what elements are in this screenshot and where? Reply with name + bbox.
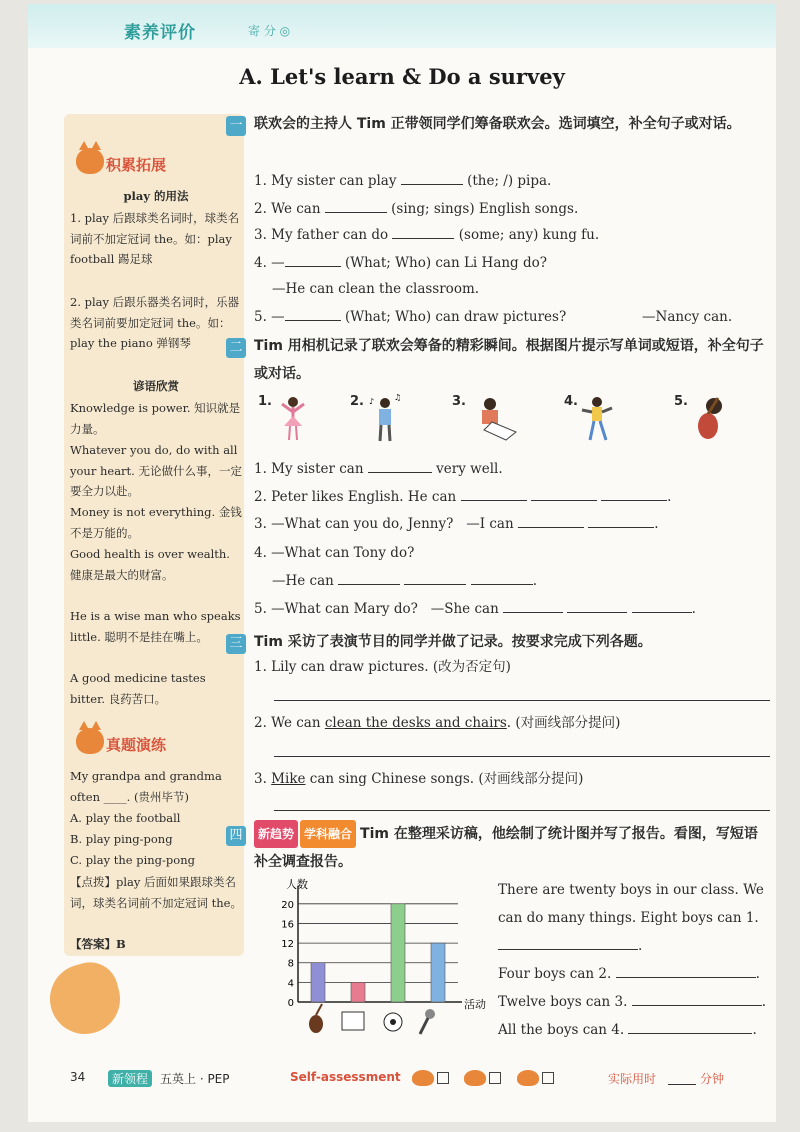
assessment-checkbox-2[interactable] xyxy=(489,1072,501,1084)
s2-q2-blank-3[interactable] xyxy=(601,486,667,501)
section-3-number: 三 xyxy=(226,634,246,654)
fox-face-icon xyxy=(412,1070,434,1086)
s2-question-5: 5. —What can Mary do? —She can . xyxy=(254,596,696,622)
page-number: 34 xyxy=(70,1070,86,1084)
figure-label-1: 1. xyxy=(258,394,272,409)
s1-q4-blank[interactable] xyxy=(285,252,341,267)
workbook-page xyxy=(28,4,776,1122)
section-4-instruction: 新趋势 学科融合 Tim 在整理采访稿，他绘制了统计图并写了报告。看图，写短语补全调查报告。 xyxy=(254,820,770,876)
proverb-4: Good health is over wealth. 健康是最大的财富。 xyxy=(70,547,230,582)
chart-y-tick-label: 12 xyxy=(281,939,294,951)
svg-text:♪: ♪ xyxy=(369,397,375,406)
figure-label-4: 4. xyxy=(564,394,578,409)
survey-report-line-3: Twelve boys can 3. . xyxy=(498,988,768,1016)
s2-question-4-reply: —He can . xyxy=(272,568,537,594)
s3-question-2: 2. We can clean the desks and chairs. (对画线部分提问) xyxy=(254,715,621,731)
s2-q4-blank-1[interactable] xyxy=(338,570,400,585)
section-1-instruction: 联欢会的主持人 Tim 正带领同学们筹备联欢会。选词填空，补全句子或对话。 xyxy=(254,116,741,132)
chart-y-label: 人数 xyxy=(286,878,308,891)
pipa-neck xyxy=(316,1004,322,1015)
self-assessment-label: Self-assessment xyxy=(290,1070,401,1084)
exam-answer: 【答案】B xyxy=(70,937,126,951)
survey-blank-2[interactable] xyxy=(616,963,756,978)
exam-tip: 【点拨】play 后面如果跟球类名词，球类名词前不加定冠词 the。 xyxy=(70,875,242,910)
s2-question-2: 2. Peter likes English. He can . xyxy=(254,484,671,510)
header-tag: 素养评价 xyxy=(124,23,196,43)
section-2-instruction: Tim 用相机记录了联欢会筹备的精彩瞬间。根据图片提示写单词或短语，补全句子或对话。 xyxy=(254,338,764,382)
s1-q2-blank[interactable] xyxy=(325,198,387,213)
self-assessment-checks xyxy=(412,1070,554,1086)
s2-q3-blank-1[interactable] xyxy=(518,513,584,528)
page-title: A. Let's learn & Do a survey xyxy=(239,64,565,89)
figure-label-2: 2. xyxy=(350,394,364,409)
s3-q3-answer-line[interactable] xyxy=(274,810,770,811)
chart-y-tick-label: 16 xyxy=(281,919,294,931)
time-used-label: 实际用时 xyxy=(608,1072,657,1086)
drawing-icon xyxy=(342,1012,364,1030)
chart-bars xyxy=(311,904,445,1002)
section-4-number: 四 xyxy=(226,826,246,846)
book-info: 五英上 · PEP xyxy=(160,1072,230,1086)
drawing-kid-icon xyxy=(472,394,518,444)
s3-question-3: 3. Mike can sing Chinese songs. (对画线部分提问) xyxy=(254,771,584,787)
section-2-number: 二 xyxy=(226,338,246,358)
singing-boy-icon xyxy=(368,394,402,444)
play-rule-1: 1. play 后跟球类名词时，球类名词前不加定冠词 the。如：play football 踢足球 xyxy=(70,211,240,266)
exam-option-c: C. play the ping-pong xyxy=(70,853,195,867)
s1-question-5-reply: —Nancy can. xyxy=(642,309,733,325)
svg-text:♫: ♫ xyxy=(394,394,402,402)
assessment-checkbox-1[interactable] xyxy=(437,1072,449,1084)
s1-q3-blank[interactable] xyxy=(392,224,454,239)
s3-q1-answer-line[interactable] xyxy=(274,700,770,701)
s2-q4-blank-3[interactable] xyxy=(471,570,533,585)
fox-icon xyxy=(76,728,104,754)
s2-q5-blank-3[interactable] xyxy=(632,598,692,613)
chart-y-tick-label: 8 xyxy=(287,958,294,970)
figure-label-5: 5. xyxy=(674,394,688,409)
s2-q5-blank-2[interactable] xyxy=(567,598,627,613)
assessment-checkbox-3[interactable] xyxy=(542,1072,554,1084)
microphone-icon xyxy=(425,1009,435,1019)
cross-subject-badge: 学科融合 xyxy=(300,820,356,848)
s2-q1-blank[interactable] xyxy=(368,458,432,473)
header-subtag: 寄 分 ◎ xyxy=(248,24,291,38)
publisher-badge: 新领程 xyxy=(108,1070,152,1087)
s2-question-3: 3. —What can you do, Jenny? —I can . xyxy=(254,511,659,537)
survey-report-line-4: All the boys can 4. . xyxy=(498,1016,768,1044)
s2-q4-blank-2[interactable] xyxy=(404,570,466,585)
survey-bar-chart xyxy=(258,874,508,1044)
proverb-6: A good medicine tastes bitter. 良药苦口。 xyxy=(70,671,206,706)
chart-bar-drawing xyxy=(351,982,365,1002)
time-unit: 分钟 xyxy=(700,1072,725,1086)
s2-q2-blank-2[interactable] xyxy=(531,486,597,501)
page-footer xyxy=(28,1062,776,1094)
pipa-icon xyxy=(309,1015,323,1033)
section-3-instruction: Tim 采访了表演节目的同学并做了记录。按要求完成下列各题。 xyxy=(254,634,652,650)
fox-face-icon xyxy=(464,1070,486,1086)
s3-q2-answer-line[interactable] xyxy=(274,756,770,757)
s2-q3-blank-2[interactable] xyxy=(588,513,654,528)
s3-question-1: 1. Lily can draw pictures. (改为否定句) xyxy=(254,659,511,675)
figure-label-3: 3. xyxy=(452,394,466,409)
s1-q5-blank[interactable] xyxy=(285,306,341,321)
chart-bar-singing xyxy=(431,943,445,1002)
survey-blank-3[interactable] xyxy=(632,991,762,1006)
proverb-title: 谚语欣赏 xyxy=(133,379,179,393)
time-used-blank[interactable] xyxy=(668,1070,696,1085)
chart-bar-football xyxy=(391,904,405,1002)
chart-x-label: 活动 xyxy=(464,998,486,1011)
proverb-1: Knowledge is power. 知识就是力量。 xyxy=(70,401,241,436)
play-usage-title: play 的用法 xyxy=(123,189,189,203)
survey-report-intro: There are twenty boys in our class. We can do many things. Eight boys can 1. . xyxy=(498,882,764,954)
survey-blank-4[interactable] xyxy=(628,1019,752,1034)
proverb-3: Money is not everything. 金钱不是万能的。 xyxy=(70,505,242,540)
s2-q2-blank-1[interactable] xyxy=(461,486,527,501)
fox-icon xyxy=(76,148,104,174)
kung-fu-boy-icon xyxy=(580,394,614,444)
chart-y-tick-label: 0 xyxy=(287,998,294,1009)
proverb-2: Whatever you do, do with all your heart. 无论做什么事，一定要全力以赴。 xyxy=(70,443,242,498)
s2-q5-blank-1[interactable] xyxy=(503,598,563,613)
s2-question-1: 1. My sister can very well. xyxy=(254,456,503,482)
s1-q1-blank[interactable] xyxy=(401,170,463,185)
exam-question: My grandpa and grandma often ____. (贵州毕节) xyxy=(70,769,222,804)
s1-question-5: 5. — (What; Who) can draw pictures? xyxy=(254,304,566,330)
chart-y-tick-label: 4 xyxy=(287,978,294,990)
s1-question-3: 3. My father can do (some; any) kung fu. xyxy=(254,222,599,248)
ballet-dancer-icon xyxy=(276,394,310,444)
header-band xyxy=(28,4,776,48)
chart-bar-pipa xyxy=(311,963,325,1002)
sidebar-heading-accumulate: 积累拓展 xyxy=(106,156,167,174)
survey-blank-1[interactable] xyxy=(498,935,638,950)
sidebar-heading-exam: 真题演练 xyxy=(106,736,167,754)
s1-question-4: 4. — (What; Who) can Li Hang do? xyxy=(254,250,547,276)
fox-mascot-icon xyxy=(42,956,128,1042)
exam-option-b: B. play ping-pong xyxy=(70,832,173,846)
pipa-player-icon xyxy=(692,394,732,444)
play-rule-2: 2. play 后跟乐器类名词时，乐器类名词前要加定冠词 the。如：play the piano 弹钢琴 xyxy=(70,295,240,350)
s2-question-4: 4. —What can Tony do? xyxy=(254,545,415,561)
survey-report-line-2: Four boys can 2. . xyxy=(498,960,768,988)
s1-question-4-reply: —He can clean the classroom. xyxy=(272,281,480,297)
s1-question-1: 1. My sister can play (the; /) pipa. xyxy=(254,168,551,194)
proverb-5: He is a wise man who speaks little. 聪明不是挂在嘴上。 xyxy=(70,609,241,644)
section-1-number: 一 xyxy=(226,116,246,136)
fox-face-icon xyxy=(517,1070,539,1086)
exam-option-a: A. play the football xyxy=(70,811,181,825)
sidebar-panel xyxy=(64,114,244,956)
chart-category-icons xyxy=(309,1004,435,1034)
new-trend-badge: 新趋势 xyxy=(254,820,298,848)
s1-question-2: 2. We can (sing; sings) English songs. xyxy=(254,196,578,222)
chart-ticks xyxy=(281,900,294,1009)
chart-y-tick-label: 20 xyxy=(281,899,294,911)
